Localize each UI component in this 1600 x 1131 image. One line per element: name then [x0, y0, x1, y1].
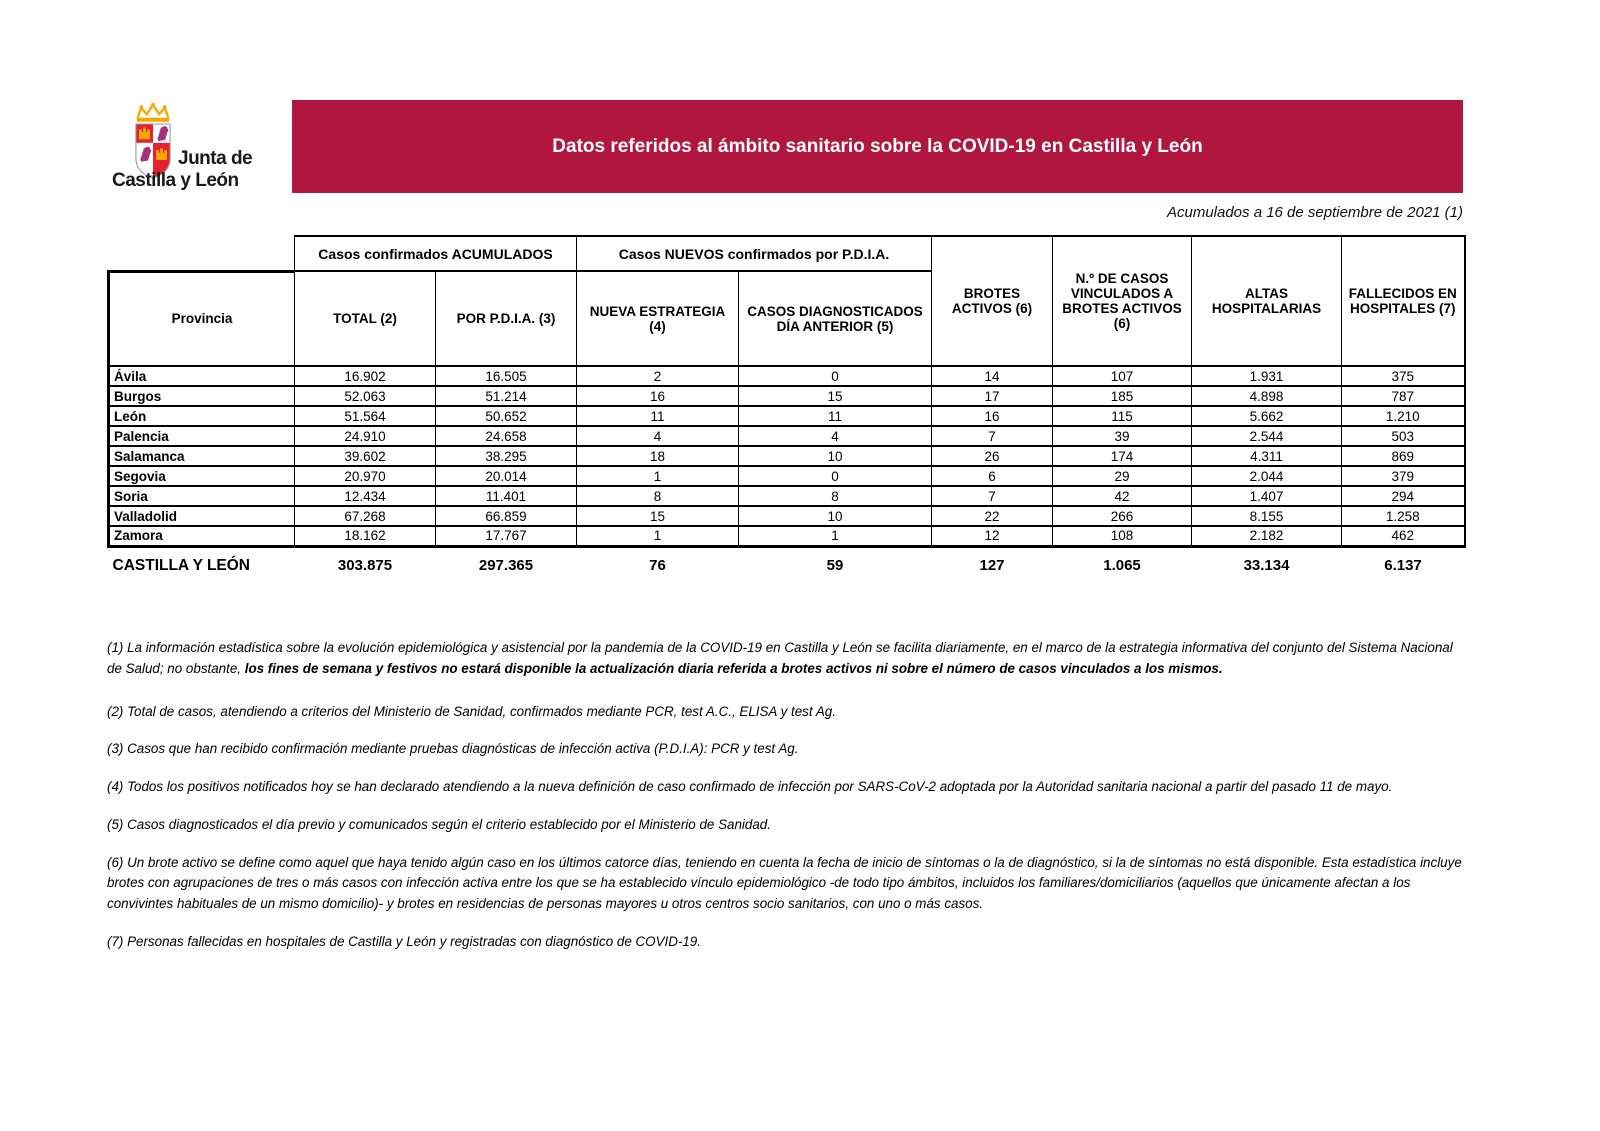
cell-value: 2 — [577, 366, 739, 386]
cell-value: 0 — [739, 466, 932, 486]
cell-value: 17 — [932, 386, 1053, 406]
cell-value: 108 — [1053, 526, 1192, 546]
group-header-acumulados: Casos confirmados ACUMULADOS — [295, 236, 577, 271]
footnote-6: (6) Un brote activo se define como aquel que haya tenido algún caso en los últimos catorce días, teniendo en cuenta la fecha de inicio de síntomas o la de diagnóstico, si la de síntomas no está disponible. Esta estadística incluye brotes con agrupaciones de tres o más casos con infección activa entre los que se ha establecido vínculo epidemiológico -de todo tipo ámbitos, incluidos los familiares/domiciliarios (aquellos que únicamente afectan a los convivintes habituales de un mismo domicilio)- y brotes en residencias de personas mayores u otros centros socio sanitarios, con uno o más casos. — [107, 854, 1462, 912]
cell-value: 51.564 — [295, 406, 436, 426]
cell-value: 4.311 — [1192, 446, 1342, 466]
col-header-por-pdia: POR P.D.I.A. (3) — [436, 271, 577, 366]
cell-value: 462 — [1342, 526, 1465, 546]
cell-value: 7 — [932, 486, 1053, 506]
cell-value: 11.401 — [436, 486, 577, 506]
date-note: Acumulados a 16 de septiembre de 2021 (1) — [1166, 204, 1463, 221]
junta-logo — [112, 102, 302, 197]
footnotes — [107, 638, 1465, 970]
cell-provincia: Burgos — [109, 386, 295, 406]
totals-value: 76 — [649, 557, 666, 575]
cell-value: 1.210 — [1342, 406, 1465, 426]
cell-value: 16.902 — [295, 366, 436, 386]
cell-provincia: Zamora — [109, 526, 295, 546]
totals-value: 1.065 — [1103, 557, 1141, 575]
cell-value: 24.910 — [295, 426, 436, 446]
footnote-7: (7) Personas fallecidas en hospitales de Castilla y León y registradas con diagnóstico de COVID-19. — [107, 933, 701, 949]
cell-value: 51.214 — [436, 386, 577, 406]
table-row — [109, 446, 1465, 466]
col-header-altas: ALTAS HOSPITALARIAS — [1192, 236, 1342, 366]
cell-provincia: Ávila — [109, 366, 295, 386]
cell-value: 8.155 — [1192, 506, 1342, 526]
footnote-2: (2) Total de casos, atendiendo a criterios del Ministerio de Sanidad, confirmados mediante PCR, test A.C., ELISA y test Ag. — [107, 703, 836, 719]
col-header-fallecidos: FALLECIDOS EN HOSPITALES (7) — [1342, 236, 1465, 366]
col-header-total: TOTAL (2) — [295, 271, 436, 366]
col-header-provincia: Provincia — [109, 271, 295, 366]
cell-value: 20.970 — [295, 466, 436, 486]
cell-value: 12 — [932, 526, 1053, 546]
cell-value: 107 — [1053, 366, 1192, 386]
table-row — [109, 526, 1465, 546]
cell-value: 18.162 — [295, 526, 436, 546]
cell-value: 2.544 — [1192, 426, 1342, 446]
totals-row — [109, 546, 1465, 584]
cell-value: 5.662 — [1192, 406, 1342, 426]
cell-value: 39 — [1053, 426, 1192, 446]
cell-value: 174 — [1053, 446, 1192, 466]
cell-value: 787 — [1342, 386, 1465, 406]
cell-value: 8 — [739, 486, 932, 506]
cell-value: 16 — [577, 386, 739, 406]
cell-value: 14 — [932, 366, 1053, 386]
group-header-row — [109, 236, 1465, 271]
cell-value: 18 — [577, 446, 739, 466]
cell-value: 11 — [577, 406, 739, 426]
table-row — [109, 506, 1465, 526]
totals-label: CASTILLA Y LEÓN — [112, 556, 251, 574]
cell-value: 29 — [1053, 466, 1192, 486]
totals-value: 127 — [979, 557, 1005, 575]
cell-value: 1.258 — [1342, 506, 1465, 526]
totals-value: 303.875 — [337, 557, 393, 575]
cell-value: 115 — [1053, 406, 1192, 426]
cell-value: 185 — [1053, 386, 1192, 406]
col-header-nueva-estrategia: NUEVA ESTRATEGIA (4) — [577, 271, 739, 366]
totals-value: 33.134 — [1243, 557, 1290, 575]
group-header-nuevos: Casos NUEVOS confirmados por P.D.I.A. — [577, 236, 932, 271]
cell-value: 1.407 — [1192, 486, 1342, 506]
footnote-5: (5) Casos diagnosticados el día previo y comunicados según el criterio establecido por el Ministerio de Sanidad. — [107, 816, 771, 832]
cell-value: 375 — [1342, 366, 1465, 386]
footnote-3: (3) Casos que han recibido confirmación mediante pruebas diagnósticas de infección activa (P.D.I.A): PCR y test Ag. — [107, 741, 799, 757]
cell-value: 6 — [932, 466, 1053, 486]
cell-provincia: Valladolid — [109, 506, 295, 526]
cell-value: 67.268 — [295, 506, 436, 526]
totals-value: 6.137 — [1384, 557, 1422, 575]
totals-value: 59 — [826, 557, 844, 575]
cell-value: 11 — [739, 406, 932, 426]
cell-value: 1 — [739, 526, 932, 546]
col-header-brotes-activos: BROTES ACTIVOS (6) — [932, 236, 1053, 366]
totals-value: 297.365 — [478, 557, 534, 575]
cell-value: 4 — [577, 426, 739, 446]
cell-value: 38.295 — [436, 446, 577, 466]
cell-value: 4.898 — [1192, 386, 1342, 406]
cell-value: 0 — [739, 366, 932, 386]
cell-value: 24.658 — [436, 426, 577, 446]
cell-value: 50.652 — [436, 406, 577, 426]
logo-text-line2: Castilla y León — [112, 170, 239, 191]
table-row — [109, 406, 1465, 426]
cell-provincia: Soria — [109, 486, 295, 506]
footnote-1: (1) La información estadística sobre la evolución epidemiológica y asistencial por la pandemia de la COVID-19 en Castilla y León se facilita diariamente, en el marco de la estrategia informativa del conjunto del Sistema Nacional de Salud; no obstante, los fines de semana y festivos no estará disponible la actualización diaria referida a brotes activos ni sobre el número de casos vinculados a los mismos. — [107, 640, 1453, 676]
table-row — [109, 486, 1465, 506]
cell-value: 15 — [739, 386, 932, 406]
cell-value: 8 — [577, 486, 739, 506]
col-header-casos-vinculados: N.º DE CASOS VINCULADOS A BROTES ACTIVOS (6) — [1053, 236, 1192, 366]
table-row — [109, 426, 1465, 446]
cell-value: 39.602 — [295, 446, 436, 466]
cell-value: 2.044 — [1192, 466, 1342, 486]
cell-value: 2.182 — [1192, 526, 1342, 546]
cell-value: 26 — [932, 446, 1053, 466]
cell-value: 869 — [1342, 446, 1465, 466]
cell-provincia: León — [109, 406, 295, 426]
cell-value: 266 — [1053, 506, 1192, 526]
cell-value: 22 — [932, 506, 1053, 526]
page-title: Datos referidos al ámbito sanitario sobre la COVID-19 en Castilla y León — [552, 135, 1203, 157]
col-header-casos-diagnosticados: CASOS DIAGNOSTICADOS DÍA ANTERIOR (5) — [739, 271, 932, 366]
cell-value: 10 — [739, 446, 932, 466]
cell-value: 379 — [1342, 466, 1465, 486]
cell-value: 1 — [577, 526, 739, 546]
cell-value: 17.767 — [436, 526, 577, 546]
cell-provincia: Segovia — [109, 466, 295, 486]
table-row — [109, 386, 1465, 406]
cell-value: 1.931 — [1192, 366, 1342, 386]
cell-value: 4 — [739, 426, 932, 446]
covid-data-table — [107, 235, 1466, 584]
cell-value: 16.505 — [436, 366, 577, 386]
logo-text-line1: Junta de — [178, 148, 253, 169]
cell-value: 7 — [932, 426, 1053, 446]
banner — [292, 100, 1463, 193]
cell-value: 12.434 — [295, 486, 436, 506]
cell-value: 16 — [932, 406, 1053, 426]
cell-value: 66.859 — [436, 506, 577, 526]
cell-value: 503 — [1342, 426, 1465, 446]
cell-provincia: Salamanca — [109, 446, 295, 466]
table-row — [109, 466, 1465, 486]
cell-provincia: Palencia — [109, 426, 295, 446]
footnote-4: (4) Todos los positivos notificados hoy se han declarado atendiendo a la nueva definición de caso confirmado de infección por SARS-CoV-2 adoptada por la Autoridad sanitaria nacional a partir del pasado 11 de mayo. — [107, 779, 1393, 795]
cell-value: 20.014 — [436, 466, 577, 486]
header-spacer — [109, 236, 295, 271]
cell-value: 1 — [577, 466, 739, 486]
cell-value: 294 — [1342, 486, 1465, 506]
table-row — [109, 366, 1465, 386]
cell-value: 15 — [577, 506, 739, 526]
cell-value: 52.063 — [295, 386, 436, 406]
cell-value: 10 — [739, 506, 932, 526]
table-body — [109, 366, 1465, 546]
cell-value: 42 — [1053, 486, 1192, 506]
table-totals — [109, 546, 1465, 584]
